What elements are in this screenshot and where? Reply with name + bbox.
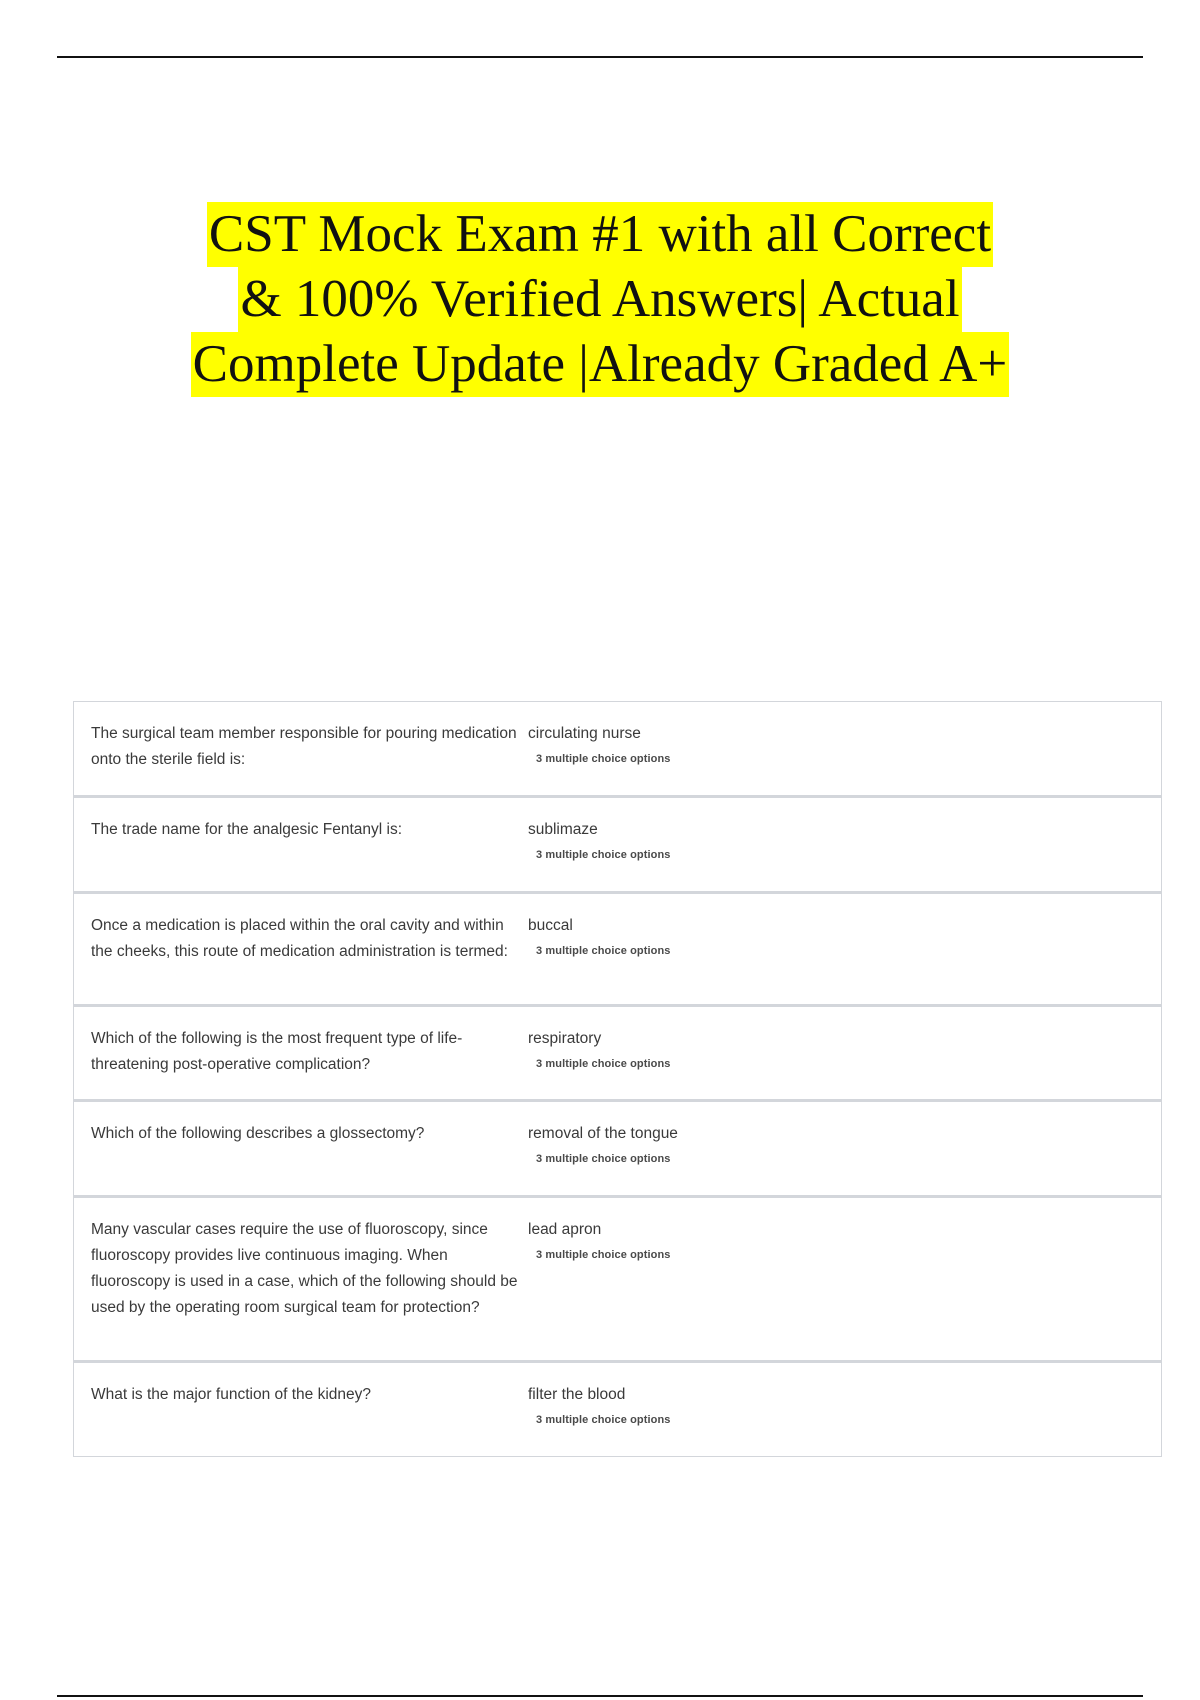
answer-text: lead apron <box>528 1221 602 1238</box>
question-text: What is the major function of the kidney? <box>91 1386 372 1403</box>
answer-text: circulating nurse <box>528 725 641 742</box>
title-line: CST Mock Exam #1 with all Correct <box>207 202 993 267</box>
question-text: The surgical team member responsible for pouring medication onto the sterile field is: <box>91 725 517 768</box>
question-text: Which of the following is the most frequent type of life-threatening post-operative complication? <box>91 1030 463 1073</box>
flashcard-table <box>73 701 1162 1457</box>
question-text: Once a medication is placed within the oral cavity and within the cheeks, this route of medication administration is termed: <box>91 917 508 960</box>
flashcard-row <box>74 798 1161 894</box>
answer-cell <box>528 798 1161 891</box>
choice-options-label: 3 multiple choice options <box>536 945 671 957</box>
answer-text: sublimaze <box>528 821 598 838</box>
choice-options-label: 3 multiple choice options <box>536 1153 671 1165</box>
flashcard-row <box>74 1198 1161 1363</box>
question-text: Which of the following describes a glossectomy? <box>91 1125 425 1142</box>
title-line: & 100% Verified Answers| Actual <box>238 267 961 332</box>
choice-options-label: 3 multiple choice options <box>536 1058 671 1070</box>
answer-text: respiratory <box>528 1030 602 1047</box>
flashcard-row <box>74 1102 1161 1198</box>
choice-options-label: 3 multiple choice options <box>536 1414 671 1426</box>
title-line: Complete Update |Already Graded A+ <box>191 332 1010 397</box>
answer-cell <box>528 1363 1161 1456</box>
choice-options-label: 3 multiple choice options <box>536 849 671 861</box>
question-text: The trade name for the analgesic Fentanyl is: <box>91 821 403 838</box>
answer-cell <box>528 894 1161 1004</box>
answer-text: filter the blood <box>528 1386 626 1403</box>
flashcard-row <box>74 1363 1161 1456</box>
document-title <box>0 202 1200 397</box>
flashcard-row <box>74 894 1161 1007</box>
answer-text: removal of the tongue <box>528 1125 678 1142</box>
flashcard-row <box>74 1007 1161 1102</box>
choice-options-label: 3 multiple choice options <box>536 1249 671 1261</box>
bottom-rule <box>57 1695 1143 1697</box>
flashcard-row <box>74 702 1161 798</box>
answer-cell <box>528 1198 1161 1360</box>
answer-cell <box>528 702 1161 795</box>
choice-options-label: 3 multiple choice options <box>536 753 671 765</box>
question-text: Many vascular cases require the use of fluoroscopy, since fluoroscopy provides live continuous imaging. When fluoroscopy is used in a case, which of the following should be used by the operating room surgical team for protection? <box>91 1221 518 1316</box>
top-rule <box>57 56 1143 58</box>
answer-cell <box>528 1102 1161 1195</box>
answer-text: buccal <box>528 917 573 934</box>
answer-cell <box>528 1007 1161 1099</box>
